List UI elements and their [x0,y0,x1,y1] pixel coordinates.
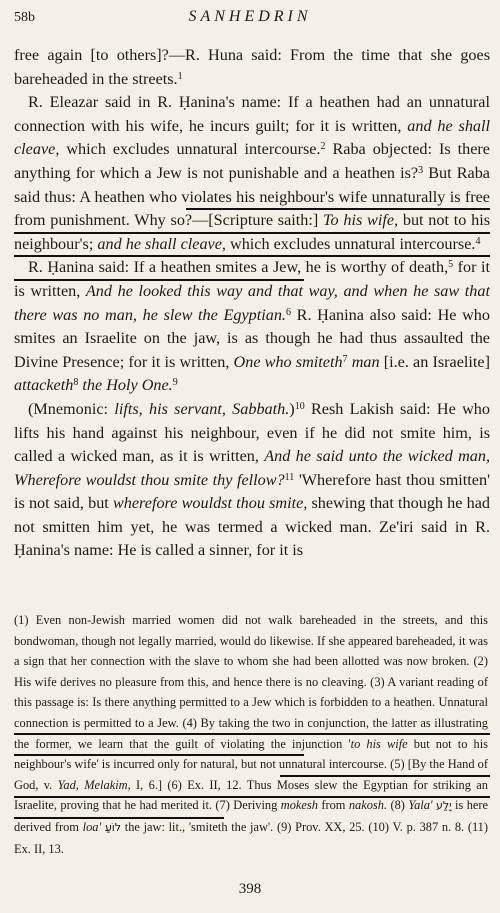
underline-rule [14,232,490,234]
underlined-note: but not to his neighbour's wife' is incurred only for natural, but not unnatural intercourse. [14,736,488,772]
note-italic: nakosh. [348,798,388,813]
underlined-passage: A heathen who violates his neighbour's wife unnaturally is free from punishment. Why so?—[Scripture saith:] [14,187,490,230]
paragraph-4 [14,398,490,563]
text-run: [i.e. an Israelite] [379,352,490,371]
text-run: ) [289,399,295,418]
text-run: R. Ḥanina also said: He who smites an Israelite on the jaw, is as though he had thus assaulted the Divine Presence; for it is written, [14,305,490,371]
footnote-ref: 11 [284,471,295,483]
footnote-ref: 2 [320,141,326,153]
footnote-ref: 7 [342,353,348,365]
note-italic: mokesh [280,798,318,813]
footnote-ref: 9 [172,377,178,389]
underline-rule [14,817,224,819]
footnote-ref: 8 [73,377,79,389]
hebrew-word: לוֹעַ [104,820,122,834]
note-text: (8) [387,798,409,813]
scripture-quote: One who smiteth [233,352,343,371]
scripture-quote: and he shall cleave, [14,116,490,159]
underlined-note: the guilt of violating the injunction ' [153,736,351,751]
scripture-quote: attacketh [14,376,74,395]
scripture-quote: And he said unto the wicked man, Wherefore wouldst thou smite thy fellow? [14,447,490,489]
underlined-passage: but not to his neighbour's; [14,211,490,253]
paragraph-1 [14,44,490,91]
footnote-ref: 4 [475,235,481,247]
note-text: (4) By taking the two in conjunction, the latter as illustrating the former, we learn that [14,715,488,751]
underlined-note: Is there anything permitted to a Jew which is forbidden to a heathen. Unnatural connection is permitted to a Jew. [14,695,488,730]
text-run: (Mnemonic: [28,399,115,418]
mnemonic: lifts, his servant, Sabbath. [114,399,290,418]
hebrew-word: יָלַע [436,799,452,813]
page-header [14,8,486,30]
underline-rule [14,796,490,798]
note-text: (5) [By the Hand of God, v. [14,757,488,792]
scripture-quote: man [347,352,380,371]
underlined-passage: which excludes unnatural intercourse. [225,234,476,253]
text-run: free again [to others]?—R. Huna said: From the time that she goes bareheaded in the streets. [14,46,490,88]
text-run: for it is written, [14,258,490,300]
footnote-ref: 1 [177,70,183,82]
note-text: (1) Even non-Jewish married women did not walk bareheaded in the streets, and this bondwoman, though not legally married, would do likewise. If she appeared bareheaded, it was a sign that her connection with the slave to whom she had been allotted was now broken. (2) His wife derives no pleasure from this, and hence there is no cleaving. (3) A variant reading of this passage is: [14,613,488,710]
scripture-quote: and he shall cleave, [97,234,226,253]
note-text: is here derived from [14,798,489,834]
page-number: 398 [238,881,262,897]
footnote-ref: 10 [294,400,305,412]
underlined-note-italic: to his wife [350,736,408,751]
underline-rule [186,208,490,210]
scripture-quote: To his wife, [323,211,399,230]
text-run: 'Wherefore hast thou smitten' is not said, but [14,470,490,513]
folio-number: 58b [14,10,35,25]
scripture-quote: wherefore wouldst thou smite, [112,494,308,513]
note-text: from [317,798,349,813]
text-run: shewing that though he had not smitten him yet, he was termed a wicked man. Ze'iri said in R. Ḥanina's name: He is called a sinner, for it is [14,494,490,560]
underline-rule [14,754,304,756]
scripture-quote: the Holy One. [78,376,173,395]
text-run: R. Eleazar said in R. Ḥanina's name: If a heathen had an unnatural connection with his wife, he incurs guilt; for it is written, [14,93,490,135]
note-text: I, 6.] (6) Ex. II, 12. Thus Moses slew the Egyptian for striking an Israelite, proving that he had merited it. (7) Deriving [14,777,488,813]
text-run: Resh Lakish said: He who lifts his hand against his neighbour, even if he did not smite him, is called a wicked man, as it is written, [14,399,490,466]
text-run: Raba objected: Is there anything for which a Jew is not punishable and a heathen is? [14,140,490,182]
underline-rule [14,733,490,735]
running-title: SANHEDRIN [188,8,312,25]
footnote-ref: 5 [448,259,454,271]
note-italic: Yad, Melakim, [57,777,131,792]
note-italic: Yala' [408,798,433,813]
footnote-ref: 3 [418,164,424,176]
note-italic: loa' [82,819,102,834]
note-text: the jaw: lit., 'smiteth the jaw'. (9) Prov. XX, 25. (10) V. p. 387 n. 8. (11) Ex. II, 13. [14,819,488,856]
underline-rule [14,279,304,281]
footnote-ref: 6 [285,306,291,318]
text-run: R. Ḥanina said: If a heathen smites a Jew, he is worthy of death, [28,258,449,277]
text-run: But Raba said thus: [14,163,490,206]
underline-rule [14,255,490,257]
main-text [14,44,490,563]
scripture-quote: And he looked this way and that way, and when he saw that there was no man, he slew the Egyptian. [14,281,490,324]
paragraph-3 [14,256,490,398]
underline-rule [280,775,490,777]
text-run: which excludes unnatural intercourse. [59,140,321,159]
